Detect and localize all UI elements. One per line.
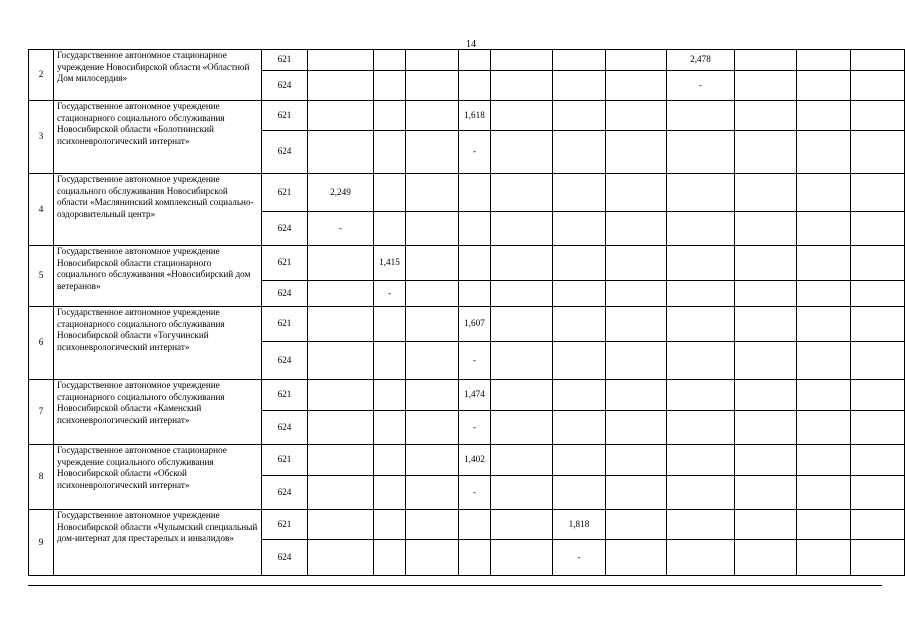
table-row — [29, 380, 905, 411]
value-cell — [851, 281, 905, 307]
table-row — [29, 445, 905, 476]
value-cell — [406, 540, 459, 576]
value-cell — [308, 510, 374, 540]
row-number: 5 — [29, 246, 54, 307]
value-cell — [735, 174, 797, 212]
value-cell — [851, 342, 905, 380]
table-row — [29, 246, 905, 281]
value-cell — [606, 411, 667, 445]
value-cell: 1,607 — [459, 307, 491, 342]
value-cell — [735, 510, 797, 540]
value-cell — [667, 281, 735, 307]
value-cell — [851, 101, 905, 131]
value-cell — [797, 476, 851, 510]
row-number: 6 — [29, 307, 54, 380]
budget-code: 624 — [262, 131, 308, 174]
value-cell — [553, 380, 606, 411]
value-cell — [459, 281, 491, 307]
value-cell — [851, 71, 905, 101]
value-cell — [406, 476, 459, 510]
budget-code: 621 — [262, 380, 308, 411]
value-cell — [308, 307, 374, 342]
table-row — [29, 50, 905, 71]
bottom-rule — [28, 585, 882, 586]
value-cell — [308, 71, 374, 101]
value-cell: 1,818 — [553, 510, 606, 540]
value-cell — [735, 246, 797, 281]
value-cell — [667, 131, 735, 174]
value-cell — [491, 174, 553, 212]
value-cell: 2,249 — [308, 174, 374, 212]
value-cell — [735, 540, 797, 576]
value-cell — [553, 246, 606, 281]
row-number: 9 — [29, 510, 54, 576]
value-cell — [851, 540, 905, 576]
value-cell — [491, 212, 553, 246]
value-cell: - — [374, 281, 406, 307]
value-cell — [606, 380, 667, 411]
value-cell: - — [459, 476, 491, 510]
page-number: 14 — [466, 39, 476, 50]
value-cell — [406, 445, 459, 476]
value-cell — [797, 380, 851, 411]
value-cell — [491, 101, 553, 131]
value-cell: 1,415 — [374, 246, 406, 281]
value-cell — [606, 174, 667, 212]
value-cell — [606, 212, 667, 246]
value-cell — [606, 342, 667, 380]
value-cell — [797, 246, 851, 281]
value-cell — [667, 246, 735, 281]
table-row — [29, 307, 905, 342]
budget-code: 621 — [262, 174, 308, 212]
value-cell — [553, 342, 606, 380]
budget-code: 621 — [262, 510, 308, 540]
value-cell — [374, 380, 406, 411]
value-cell — [406, 307, 459, 342]
value-cell — [851, 174, 905, 212]
value-cell — [374, 411, 406, 445]
value-cell — [797, 342, 851, 380]
row-number: 8 — [29, 445, 54, 510]
budget-code: 624 — [262, 281, 308, 307]
value-cell — [606, 101, 667, 131]
value-cell — [406, 380, 459, 411]
value-cell: - — [667, 71, 735, 101]
value-cell — [553, 307, 606, 342]
budget-code: 624 — [262, 411, 308, 445]
value-cell — [491, 411, 553, 445]
value-cell — [406, 342, 459, 380]
value-cell — [667, 101, 735, 131]
value-cell — [553, 131, 606, 174]
value-cell — [491, 131, 553, 174]
value-cell — [851, 131, 905, 174]
value-cell — [308, 411, 374, 445]
value-cell — [606, 71, 667, 101]
value-cell — [374, 174, 406, 212]
value-cell — [308, 476, 374, 510]
budget-code: 621 — [262, 246, 308, 281]
value-cell — [374, 445, 406, 476]
budget-code: 621 — [262, 307, 308, 342]
value-cell — [797, 101, 851, 131]
budget-code: 621 — [262, 101, 308, 131]
value-cell — [308, 380, 374, 411]
value-cell — [553, 212, 606, 246]
value-cell — [667, 307, 735, 342]
value-cell — [797, 50, 851, 71]
value-cell — [374, 476, 406, 510]
value-cell — [735, 212, 797, 246]
value-cell — [308, 342, 374, 380]
value-cell — [851, 50, 905, 71]
budget-code: 624 — [262, 212, 308, 246]
institution-name: Государственное автономное учреждение Новосибирской области «Чулымский специальный дом-интернат для престарелых и инвалидов» — [54, 510, 262, 576]
value-cell — [308, 101, 374, 131]
value-cell — [851, 445, 905, 476]
value-cell — [459, 540, 491, 576]
value-cell — [406, 510, 459, 540]
value-cell: - — [459, 342, 491, 380]
value-cell — [735, 131, 797, 174]
value-cell: - — [553, 540, 606, 576]
value-cell — [406, 212, 459, 246]
value-cell — [667, 476, 735, 510]
institution-name: Государственное автономное учреждение Новосибирской области стационарного социального обслуживания «Новосибирский дом ветеранов» — [54, 246, 262, 307]
value-cell — [851, 246, 905, 281]
value-cell — [797, 131, 851, 174]
value-cell — [606, 540, 667, 576]
value-cell — [851, 212, 905, 246]
value-cell — [735, 342, 797, 380]
value-cell — [459, 510, 491, 540]
value-cell — [667, 411, 735, 445]
value-cell — [374, 540, 406, 576]
value-cell — [797, 307, 851, 342]
value-cell — [553, 411, 606, 445]
value-cell — [406, 246, 459, 281]
value-cell — [553, 101, 606, 131]
value-cell — [459, 246, 491, 281]
institution-name: Государственное автономное учреждение стационарного социального обслуживания Новосибирской области «Болотнинский психоневрологический интернат» — [54, 101, 262, 174]
value-cell — [491, 307, 553, 342]
value-cell — [735, 411, 797, 445]
value-cell — [797, 540, 851, 576]
value-cell — [606, 510, 667, 540]
institution-name: Государственное автономное учреждение социального обслуживания Новосибирской области «Маслянинский комплексный социально-оздоровительный центр» — [54, 174, 262, 246]
institution-name: Государственное автономное учреждение стационарного социального обслуживания Новосибирской области «Каменский психоневрологический интернат» — [54, 380, 262, 445]
value-cell — [308, 50, 374, 71]
value-cell — [735, 307, 797, 342]
value-cell — [491, 445, 553, 476]
value-cell — [606, 50, 667, 71]
value-cell — [667, 212, 735, 246]
value-cell — [374, 50, 406, 71]
value-cell — [406, 131, 459, 174]
value-cell — [374, 131, 406, 174]
value-cell — [459, 71, 491, 101]
value-cell — [406, 71, 459, 101]
budget-code: 621 — [262, 50, 308, 71]
value-cell — [606, 476, 667, 510]
value-cell — [797, 212, 851, 246]
value-cell — [553, 476, 606, 510]
value-cell — [667, 380, 735, 411]
value-cell — [308, 445, 374, 476]
value-cell — [667, 510, 735, 540]
value-cell — [735, 380, 797, 411]
value-cell — [851, 476, 905, 510]
value-cell — [459, 174, 491, 212]
value-cell — [374, 71, 406, 101]
value-cell — [491, 540, 553, 576]
value-cell — [491, 510, 553, 540]
value-cell — [553, 50, 606, 71]
value-cell — [667, 540, 735, 576]
budget-code: 621 — [262, 445, 308, 476]
value-cell — [797, 411, 851, 445]
value-cell — [406, 281, 459, 307]
budget-code: 624 — [262, 342, 308, 380]
value-cell — [406, 411, 459, 445]
value-cell — [797, 174, 851, 212]
value-cell — [606, 445, 667, 476]
institution-name: Государственное автономное стационарное учреждение Новосибирской области «Областной Дом милосердия» — [54, 50, 262, 101]
row-number: 2 — [29, 50, 54, 101]
value-cell — [459, 50, 491, 71]
value-cell — [606, 281, 667, 307]
value-cell — [606, 246, 667, 281]
row-number: 7 — [29, 380, 54, 445]
value-cell — [491, 342, 553, 380]
value-cell — [491, 281, 553, 307]
value-cell: 1,474 — [459, 380, 491, 411]
allocation-table — [28, 49, 905, 576]
value-cell — [459, 212, 491, 246]
institution-name: Государственное автономное стационарное учреждение социального обслуживания Новосибирской области «Обской психоневрологический интернат» — [54, 445, 262, 510]
value-cell — [374, 307, 406, 342]
value-cell: 1,618 — [459, 101, 491, 131]
institution-name: Государственное автономное учреждение стационарного социального обслуживания Новосибирской области «Тогучинский психоневрологический интернат» — [54, 307, 262, 380]
value-cell — [491, 71, 553, 101]
value-cell — [851, 307, 905, 342]
value-cell — [491, 476, 553, 510]
value-cell — [553, 174, 606, 212]
value-cell — [735, 71, 797, 101]
table-body — [29, 50, 905, 576]
value-cell — [851, 510, 905, 540]
value-cell: - — [459, 411, 491, 445]
value-cell — [553, 445, 606, 476]
value-cell — [308, 540, 374, 576]
budget-code: 624 — [262, 476, 308, 510]
value-cell — [667, 342, 735, 380]
value-cell — [308, 246, 374, 281]
budget-code: 624 — [262, 540, 308, 576]
value-cell — [797, 510, 851, 540]
value-cell: 2,478 — [667, 50, 735, 71]
value-cell: - — [308, 212, 374, 246]
table-row — [29, 174, 905, 212]
value-cell — [491, 50, 553, 71]
value-cell — [553, 71, 606, 101]
value-cell: 1,402 — [459, 445, 491, 476]
value-cell — [851, 380, 905, 411]
row-number: 3 — [29, 101, 54, 174]
row-number: 4 — [29, 174, 54, 246]
value-cell — [491, 246, 553, 281]
value-cell — [667, 174, 735, 212]
value-cell — [606, 307, 667, 342]
value-cell — [667, 445, 735, 476]
budget-code: 624 — [262, 71, 308, 101]
value-cell — [374, 101, 406, 131]
value-cell: - — [459, 131, 491, 174]
value-cell — [797, 281, 851, 307]
value-cell — [308, 281, 374, 307]
table-row — [29, 101, 905, 131]
value-cell — [374, 510, 406, 540]
value-cell — [406, 50, 459, 71]
value-cell — [797, 445, 851, 476]
value-cell — [735, 101, 797, 131]
value-cell — [491, 380, 553, 411]
value-cell — [308, 131, 374, 174]
value-cell — [851, 411, 905, 445]
value-cell — [606, 131, 667, 174]
value-cell — [374, 342, 406, 380]
value-cell — [735, 50, 797, 71]
value-cell — [797, 71, 851, 101]
value-cell — [735, 281, 797, 307]
value-cell — [406, 174, 459, 212]
table-row — [29, 510, 905, 540]
value-cell — [374, 212, 406, 246]
value-cell — [406, 101, 459, 131]
value-cell — [735, 476, 797, 510]
value-cell — [553, 281, 606, 307]
value-cell — [735, 445, 797, 476]
